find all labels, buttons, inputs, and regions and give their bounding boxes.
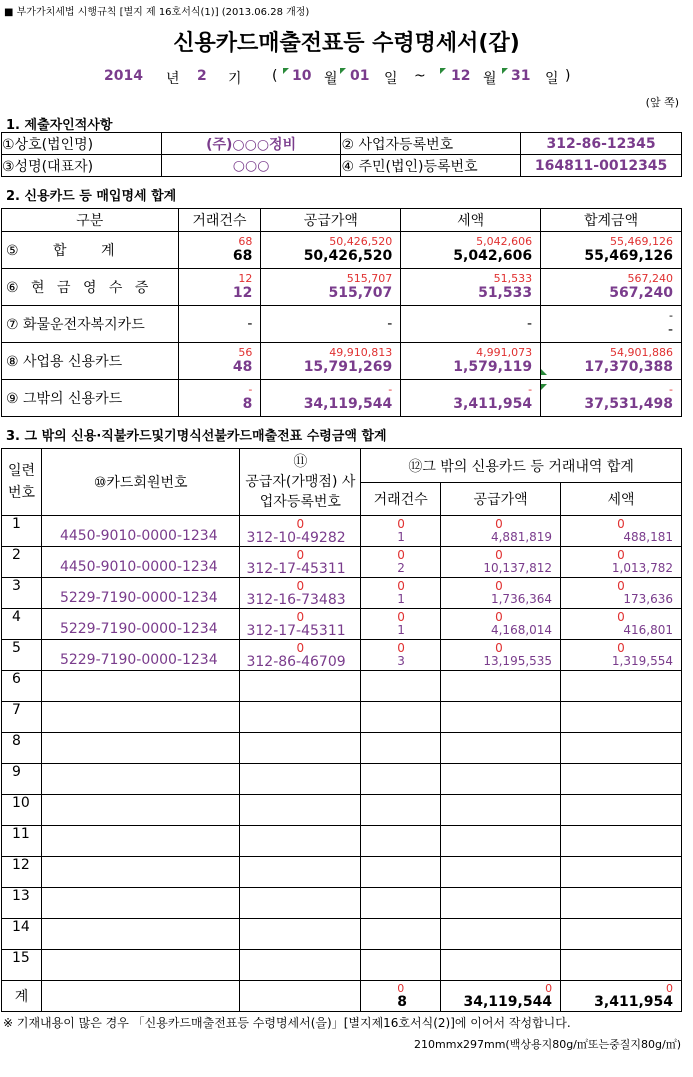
business-number-label: ② 사업자등록번호	[341, 133, 521, 155]
total-value[interactable]: -	[667, 322, 673, 338]
zero-marker: 0	[397, 579, 405, 593]
seq-number: 10	[12, 795, 30, 811]
empty-cell	[240, 981, 361, 1012]
card-number[interactable]: 4450-9010-0000-1234	[59, 559, 218, 575]
detail-row	[2, 857, 682, 888]
detail-row	[2, 733, 682, 764]
ref-value: -	[248, 383, 253, 396]
total-value[interactable]: 55,469,126	[584, 248, 673, 264]
representative-label: ③성명(대표자)	[2, 155, 162, 177]
supplier-number[interactable]: 312-17-45311	[246, 623, 346, 639]
detail-row	[2, 950, 682, 981]
footnote: ※ 기재내용이 많은 경우 「신용카드매출전표등 수령명세서(을)」[별지제16호서식(2)]에 이어서 작성합니다.	[3, 1016, 571, 1030]
registration-number-label: ④ 주민(법인)등록번호	[341, 155, 521, 177]
supplier-number[interactable]: 312-10-49282	[246, 530, 346, 546]
period-day-unit: 일	[384, 71, 398, 87]
seq-number: 2	[12, 547, 21, 563]
total-value[interactable]: 37,531,498	[584, 396, 673, 412]
zero-marker: 0	[296, 548, 305, 562]
period-day-unit-2: 일	[545, 71, 559, 87]
representative-value[interactable]: ○○○	[161, 155, 341, 177]
tax-value[interactable]: 5,042,606	[453, 248, 533, 264]
card-number[interactable]: 4450-9010-0000-1234	[59, 528, 218, 544]
tax-value[interactable]: 416,801	[623, 623, 673, 637]
ref-value: 55,469,126	[610, 235, 673, 248]
zero-marker: 0	[617, 548, 625, 562]
seq-number: 1	[12, 516, 21, 532]
section1-title: 1. 제출자인적사항	[6, 118, 113, 133]
supply-value[interactable]: 515,707	[328, 285, 393, 301]
row-label: ⑧ 사업용 신용카드	[2, 343, 179, 380]
supply-value[interactable]: 4,881,819	[490, 530, 553, 544]
ref-value: 56	[238, 346, 253, 359]
zero-marker: 0	[296, 579, 305, 593]
col-header-supply: 공급가액	[441, 483, 561, 516]
ref-value: 5,042,606	[476, 235, 533, 248]
supply-value[interactable]: 1,736,364	[490, 592, 553, 606]
section2-title: 2. 신용카드 등 매입명세 합계	[6, 189, 177, 204]
tax-value[interactable]: 1,579,119	[453, 359, 533, 375]
ref-value: -	[388, 383, 393, 396]
detail-row	[2, 578, 682, 609]
total-supply[interactable]: 34,119,544	[463, 994, 553, 1010]
zero-marker: 0	[617, 641, 625, 655]
card-number[interactable]: 5229-7190-0000-1234	[59, 590, 218, 606]
count-value[interactable]: 48	[232, 359, 253, 375]
zero-marker: 0	[617, 517, 625, 531]
seq-number: 15	[12, 950, 30, 966]
ref-value: 51,533	[493, 272, 533, 285]
tax-value[interactable]: 488,181	[623, 530, 673, 544]
zero-marker: 0	[397, 641, 405, 655]
zero-marker: 0	[296, 641, 305, 655]
period-to-month: 12	[451, 68, 471, 84]
detail-row	[2, 516, 682, 547]
row-label: ⑦ 화물운전자복지카드	[2, 306, 179, 343]
count-value[interactable]: 1	[397, 623, 405, 637]
ref-value: 567,240	[627, 272, 673, 285]
col-header-supply: 공급가액	[261, 209, 401, 232]
period-term: 2	[197, 68, 207, 84]
period-month-unit-2: 월	[483, 71, 497, 87]
supply-value[interactable]: 50,426,520	[303, 248, 393, 264]
col-header-group: ⑫그 밖의 신용카드 등 거래내역 합계	[361, 449, 682, 483]
ref-value: 515,707	[346, 272, 393, 285]
row-label: ⑤ 합 계	[2, 232, 179, 269]
ref-value: -	[669, 309, 673, 322]
zero-marker: 0	[666, 982, 673, 995]
input-marker	[541, 369, 547, 375]
zero-marker: 0	[495, 641, 503, 655]
row-label: ⑥ 현 금 영 수 증	[2, 269, 179, 306]
summary-row-business-card	[2, 343, 682, 380]
supply-value[interactable]: 34,119,544	[303, 396, 393, 412]
period-term-unit: 기	[228, 71, 242, 87]
card-number[interactable]: 5229-7190-0000-1234	[59, 621, 218, 637]
supplier-number[interactable]: 312-17-45311	[246, 561, 346, 577]
detail-row	[2, 919, 682, 950]
col-header-total: 합계금액	[541, 209, 682, 232]
period-year-unit: 년	[166, 71, 180, 87]
ref-value: 4,991,073	[476, 346, 533, 359]
count-value[interactable]: 3	[397, 654, 405, 668]
supplier-number[interactable]: 312-16-73483	[246, 592, 346, 608]
paper-spec: 210mmx297mm(백상용지80g/㎡또는중질지80g/㎡)	[414, 1038, 681, 1051]
other-card-detail-table	[1, 448, 682, 1012]
summary-row-other-card	[2, 380, 682, 417]
col-header-tax: 세액	[401, 209, 541, 232]
col-header-count: 거래건수	[361, 483, 441, 516]
front-side-label: (앞 쪽)	[645, 96, 679, 109]
detail-row	[2, 795, 682, 826]
period-close-paren: )	[565, 68, 571, 84]
zero-marker: 0	[617, 579, 625, 593]
col-header-supplier: 공급자(가맹점) 사업자등록번호	[245, 474, 356, 510]
seq-number: 6	[12, 671, 21, 687]
company-name-value[interactable]: (주)○○○정비	[161, 133, 341, 155]
summary-row-total	[2, 232, 682, 269]
summary-row-cash-receipt	[2, 269, 682, 306]
detail-row	[2, 826, 682, 857]
ref-value: 50,426,520	[329, 235, 393, 248]
col-header-supplier-num: ⑪	[293, 454, 308, 470]
seq-number: 12	[12, 857, 30, 873]
company-name-label: ①상호(법인명)	[2, 133, 162, 155]
registration-number-value[interactable]: 164811-0012345	[521, 155, 682, 177]
row-label: ⑨ 그밖의 신용카드	[2, 380, 179, 417]
zero-marker: 0	[397, 610, 405, 624]
supply-value[interactable]: -	[387, 316, 393, 332]
tax-value[interactable]: 51,533	[478, 285, 533, 301]
zero-marker: 0	[495, 517, 503, 531]
period-year: 2014	[104, 68, 143, 84]
input-marker	[502, 68, 508, 74]
seq-number: 5	[12, 640, 21, 656]
input-marker	[283, 68, 289, 74]
zero-marker: 0	[617, 610, 625, 624]
zero-marker: 0	[495, 579, 503, 593]
ref-value: 12	[238, 272, 253, 285]
tax-value[interactable]: 1,013,782	[611, 561, 673, 575]
tax-value[interactable]: 1,319,554	[611, 654, 673, 668]
purchase-summary-table	[1, 208, 682, 417]
input-marker	[440, 68, 446, 74]
count-value[interactable]: 1	[397, 592, 405, 606]
total-value[interactable]: 17,370,388	[584, 359, 673, 375]
count-value[interactable]: 12	[232, 285, 253, 301]
seq-number: 8	[12, 733, 21, 749]
ref-value: -	[528, 383, 533, 396]
seq-number: 9	[12, 764, 21, 780]
seq-number: 3	[12, 578, 21, 594]
tax-value[interactable]: -	[527, 316, 533, 332]
count-value[interactable]: 8	[242, 396, 253, 412]
seq-number: 7	[12, 702, 21, 718]
period-from-month: 10	[292, 68, 312, 84]
form-title: 신용카드매출전표등 수령명세서(갑)	[173, 31, 520, 56]
detail-row	[2, 609, 682, 640]
ref-value: 68	[238, 235, 253, 248]
col-header-count: 거래건수	[178, 209, 261, 232]
total-count[interactable]: 8	[397, 994, 408, 1010]
detail-row	[2, 888, 682, 919]
input-marker	[541, 384, 547, 390]
zero-marker: 0	[397, 548, 405, 562]
detail-row	[2, 764, 682, 795]
period-from-day: 01	[350, 68, 370, 84]
detail-row	[2, 671, 682, 702]
seq-number: 14	[12, 919, 30, 935]
ref-value: 49,910,813	[329, 346, 393, 359]
detail-row	[2, 702, 682, 733]
zero-marker: 0	[296, 610, 305, 624]
seq-number: 11	[12, 826, 30, 842]
col-header-card-number: ⑩카드회원번호	[41, 449, 240, 516]
section3-title: 3. 그 밖의 신용·직불카드및기명식선불카드매출전표 수령금액 합계	[6, 429, 387, 444]
summary-row-freight-card	[2, 306, 682, 343]
period-to-day: 31	[511, 68, 531, 84]
summary-header-row	[2, 209, 682, 232]
count-value[interactable]: 68	[232, 248, 253, 264]
period-tilde: ~	[414, 68, 426, 84]
business-number-value[interactable]: 312-86-12345	[521, 133, 682, 155]
zero-marker: 0	[296, 517, 305, 531]
period-open-paren: (	[272, 68, 278, 84]
total-tax[interactable]: 3,411,954	[594, 994, 673, 1010]
form-reference-note: ■ 부가가치세법 시행규칙 [별지 제 16호서식(1)] (2013.06.28 개정)	[4, 7, 310, 18]
period-month-unit: 월	[324, 71, 338, 87]
empty-cell	[41, 981, 240, 1012]
count-value[interactable]: 1	[397, 530, 405, 544]
zero-marker: 0	[397, 982, 405, 995]
supply-value[interactable]: 15,791,269	[303, 359, 393, 375]
col-header-seq: 일련 번호	[2, 449, 42, 516]
supply-value[interactable]: 4,168,014	[490, 623, 553, 637]
seq-number: 4	[12, 609, 21, 625]
col-header-category: 구분	[2, 209, 179, 232]
detail-total-row	[2, 981, 682, 1012]
detail-row	[2, 547, 682, 578]
submitter-info-table	[1, 132, 682, 177]
total-label: 계	[2, 981, 42, 1012]
ref-value: 54,901,886	[610, 346, 673, 359]
supply-value[interactable]: 10,137,812	[483, 561, 553, 575]
zero-marker: 0	[495, 548, 503, 562]
total-value[interactable]: 567,240	[609, 285, 673, 301]
card-number[interactable]: 5229-7190-0000-1234	[59, 652, 218, 668]
ref-value: -	[669, 383, 673, 396]
zero-marker: 0	[397, 517, 405, 531]
tax-value[interactable]: 173,636	[623, 592, 673, 606]
zero-marker: 0	[545, 982, 553, 995]
seq-number: 13	[12, 888, 30, 904]
count-value[interactable]: -	[247, 316, 253, 332]
col-header-tax: 세액	[561, 483, 682, 516]
supplier-number[interactable]: 312-86-46709	[246, 654, 346, 670]
input-marker	[340, 68, 346, 74]
detail-row	[2, 640, 682, 671]
supply-value[interactable]: 13,195,535	[483, 654, 553, 668]
tax-value[interactable]: 3,411,954	[453, 396, 533, 412]
zero-marker: 0	[495, 610, 503, 624]
count-value[interactable]: 2	[397, 561, 405, 575]
